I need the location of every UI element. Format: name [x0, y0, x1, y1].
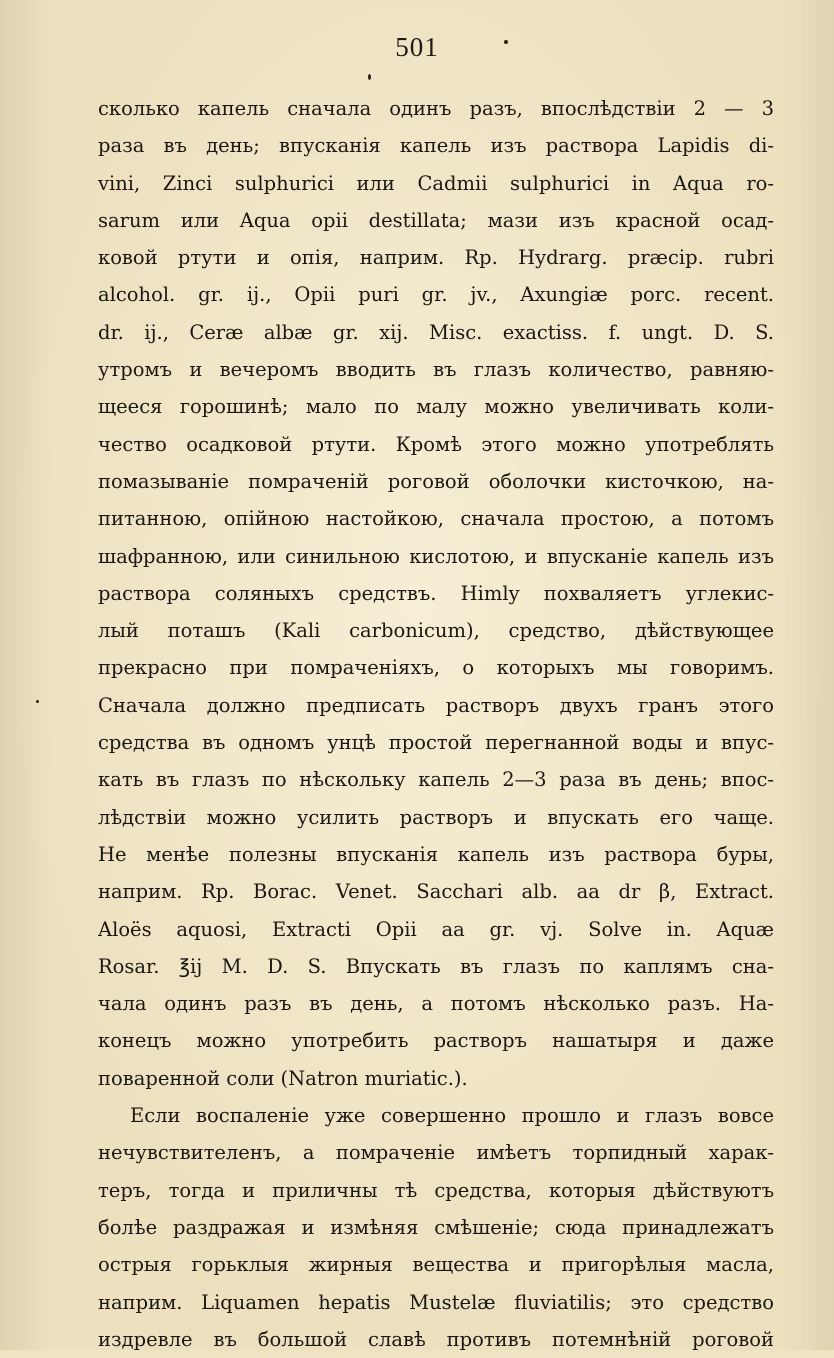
text-line: болѣе раздражая и измѣняя смѣшеніе; сюда принадлежатъ	[98, 1215, 774, 1239]
text-line: чество осадковой ртути. Кромѣ этого можно употреблять	[98, 432, 774, 456]
text-line: лый поташъ (Kali carbonicum), средство, дѣйствующее	[98, 619, 774, 643]
text-line: ковой ртути и опія, наприм. Rp. Hydrarg. præcip. rubri	[98, 246, 774, 270]
text-line: теръ, тогда и приличны тѣ средства, которыя дѣйствуютъ	[98, 1178, 774, 1202]
text-line: vini, Zinci sulphurici или Cadmii sulphurici in Aqua ro-	[98, 171, 774, 195]
text-line: сколько капель сначала одинъ разъ, впослѣдствіи 2 — 3	[98, 97, 774, 120]
text-line: раза въ день; впусканія капель изъ раствора Lapidis di-	[98, 134, 774, 158]
text-line: поваренной соли (Natron muriatic.).	[98, 1066, 468, 1090]
body-text	[98, 90, 774, 1358]
text-line: наприм. Rp. Borac. Venet. Sacchari alb. aa dr β, Extract.	[98, 880, 774, 904]
print-speck	[368, 74, 371, 80]
text-line: издревле въ большой славѣ противъ потемнѣній роговой	[98, 1327, 774, 1351]
text-line: щееся горошинѣ; мало по малу можно увеличивать коли-	[98, 395, 774, 419]
text-line: шафранною, или синильною кислотою, и впусканіе капель изъ	[98, 544, 774, 568]
text-line: sarum или Aqua opii destillata; мази изъ красной осад-	[98, 208, 774, 232]
text-line: нечувствителенъ, а помраченіе имѣетъ торпидный харак-	[98, 1141, 774, 1165]
text-line: alcohol. gr. ij., Opii puri gr. jv., Axungiæ porc. recent.	[98, 283, 774, 307]
text-line: лѣдствіи можно усилить растворъ и впускать его чаще.	[98, 805, 774, 829]
text-line: чала одинъ разъ въ день, а потомъ нѣсколько разъ. На-	[98, 992, 774, 1016]
text-line: Aloës aquosi, Extracti Opii aa gr. vj. Solve in. Aquæ	[98, 917, 774, 941]
print-speck	[504, 40, 508, 44]
text-line: наприм. Liquamen hepatis Mustelæ fluviatilis; это средство	[98, 1290, 774, 1314]
text-line: кать въ глазъ по нѣскольку капель 2—3 раза въ день; впос-	[98, 768, 774, 792]
text-line: dr. ij., Ceræ albæ gr. xij. Misc. exactiss. f. ungt. D. S.	[98, 320, 774, 344]
text-line: питанною, опійною настойкою, сначала простою, а потомъ	[98, 507, 774, 531]
print-speck	[36, 700, 39, 703]
text-line: утромъ и вечеромъ вводить въ глазъ количество, равняю-	[98, 358, 774, 382]
text-line: средства въ одномъ унцѣ простой перегнанной воды и впус-	[98, 731, 774, 755]
text-line: Не менѣе полезны впусканія капель изъ раствора буры,	[98, 842, 774, 866]
text-line: прекрасно при помраченіяхъ, о которыхъ мы говоримъ.	[98, 656, 774, 680]
page-number: 501	[395, 32, 439, 62]
text-line: раствора соляныхъ средствъ. Himly похваляетъ углекис-	[98, 581, 774, 605]
text-line: помазываніе помраченій роговой оболочки кисточкою, на-	[98, 469, 774, 493]
text-line: Rosar. ℥ij M. D. S. Впускать въ глазъ по каплямъ сна-	[98, 954, 774, 978]
paragraph-first-line: Если воспаленіе уже совершенно прошло и глазъ вовсе	[130, 1104, 774, 1128]
text-line: острыя горьклыя жирныя вещества и пригорѣлыя масла,	[98, 1253, 774, 1277]
text-line: Сначала должно предписать растворъ двухъ гранъ этого	[98, 693, 774, 717]
text-line: конецъ можно употребить растворъ нашатыря и даже	[98, 1029, 774, 1053]
